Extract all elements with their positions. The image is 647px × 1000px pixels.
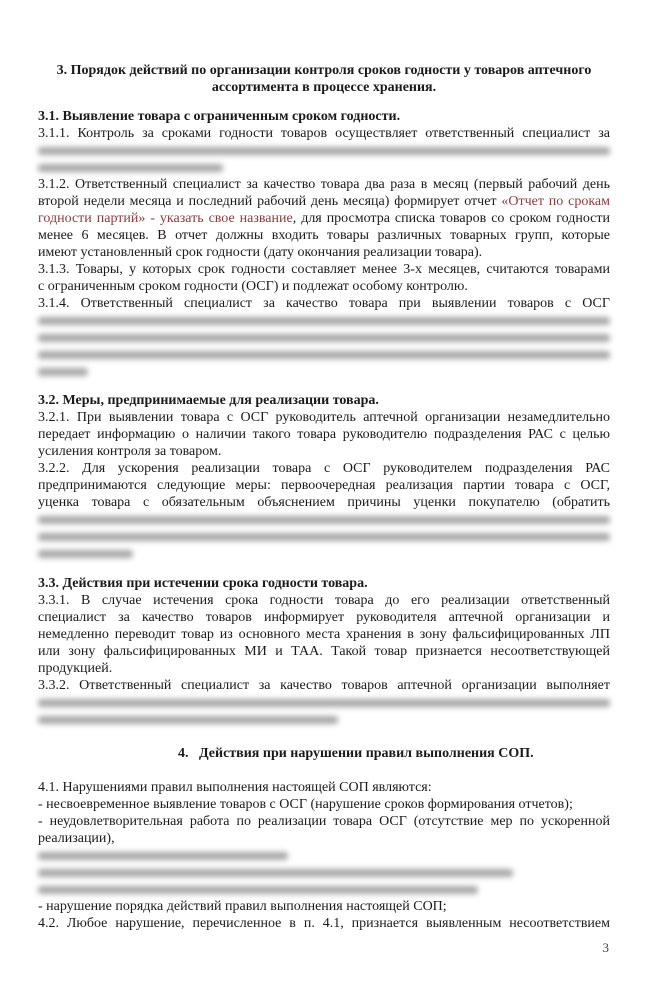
blurred-line — [38, 159, 610, 176]
blurred-line — [38, 346, 610, 363]
para-4-1: 4.1. Нарушениями правил выполнения настоящей СОП являются: — [38, 780, 432, 795]
report-name-highlight: «Отчет по срокам — [501, 194, 610, 209]
para-3-1-2-line: имеют установленный срок годности (дату окончания реализации товара). — [38, 245, 483, 260]
blurred-line — [38, 864, 610, 881]
blurred-line — [38, 528, 610, 545]
blurred-line — [38, 545, 610, 562]
heading-3-1: 3.1. Выявление товара с ограниченным сроком годности. — [38, 109, 401, 124]
para-3-1-1: 3.1.1. Контроль за сроками годности товаров осуществляет ответственный специалист за — [38, 126, 610, 141]
para-3-1-2-line — [38, 210, 610, 227]
para-3-2-1-line: передает информацию о наличии такого товара руководителю подразделения РАС с целью — [38, 427, 610, 442]
para-3-3-1-line: немедленно переводит товар из основного места хранения в зону фальсифицированных ЛП — [38, 627, 610, 642]
section-title: 3. Порядок действий по организации контроля сроков годности у товаров аптечного — [56, 63, 592, 78]
para-3-1-2: 3.1.2. Ответственный специалист за качество товара два раза в месяц (первый рабочий день — [38, 177, 610, 192]
list-item: - нарушение порядка действий правил выполнения настоящей СОП; — [38, 899, 447, 914]
para-3-2-1: 3.2.1. При выявлении товара с ОСГ руководитель аптечной организации незамедлительно — [38, 410, 610, 425]
para-3-3-1-line: или зону фальсифицированных МИ и ТАА. Такой товар признается несоответствующей — [38, 644, 610, 659]
blurred-line — [38, 312, 610, 329]
document-page — [38, 62, 610, 932]
para-3-2-2-line: предпринимаются следующие меры: первоочередная реализация партии товара с ОСГ, — [38, 478, 610, 493]
blurred-line — [38, 694, 610, 711]
para-3-2-2: 3.2.2. Для ускорения реализации товара с ОСГ руководителем подразделения РАС — [38, 461, 610, 476]
report-name-highlight: годности партий» - указать свое название — [38, 211, 293, 226]
para-3-1-3: 3.1.3. Товары, у которых срок годности составляет менее 3-х месяцев, считаются товарами — [38, 262, 610, 277]
text: , для просмотра списка товаров со сроком годности — [292, 211, 610, 226]
heading-4: 4. Действия при нарушении правил выполнения СОП. — [178, 746, 534, 761]
blurred-line — [38, 511, 610, 528]
blurred-line — [38, 711, 610, 728]
para-3-3-1-line: специалист за качество товаров информирует руководителя аптечной организации и — [38, 610, 610, 625]
para-3-1-2-line — [38, 193, 610, 210]
blurred-line — [38, 142, 610, 159]
para-3-3-2: 3.3.2. Ответственный специалист за качество товаров аптечной организации выполняет — [38, 678, 610, 693]
text: второй недели месяца и последний рабочий день месяца) формирует отчет — [38, 194, 502, 209]
para-3-2-1-line: усиления контроля за товаром. — [38, 444, 222, 459]
heading-3-2: 3.2. Меры, предпринимаемые для реализации товара. — [38, 393, 379, 408]
para-3-1-2-line: менее 6 месяцев. В отчет должны входить товары различных товарных групп, которые — [38, 228, 610, 243]
para-3-1-3-line: с ограниченным сроком годности (ОСГ) и подлежат особому контролю. — [38, 279, 468, 294]
blurred-line — [38, 329, 610, 346]
blurred-line — [38, 363, 610, 380]
blurred-line — [38, 847, 610, 864]
list-item-cont: реализации), — [38, 831, 115, 846]
para-3-2-2-line: уценка товара с обязательным объяснением причины уценки покупателю (обратить — [38, 495, 610, 510]
page-number: 3 — [602, 940, 609, 955]
para-3-3-1-line: продукцией. — [38, 661, 113, 676]
heading-3-3: 3.3. Действия при истечении срока годности товара. — [38, 576, 368, 591]
section-title-cont: ассортимента в процессе хранения. — [211, 80, 437, 95]
para-3-1-4: 3.1.4. Ответственный специалист за качество товара при выявлении товаров с ОСГ — [38, 296, 610, 311]
para-4-2: 4.2. Любое нарушение, перечисленное в п. 4.1, признается выявленным несоответствием — [38, 916, 610, 931]
para-3-3-1: 3.3.1. В случае истечения срока годности товара до его реализации ответственный — [38, 593, 610, 608]
list-item: - несвоевременное выявление товаров с ОСГ (нарушение сроков формирования отчетов); — [38, 797, 573, 812]
blurred-line — [38, 881, 610, 898]
list-item: - неудовлетворительная работа по реализации товара ОСГ (отсутствие мер по ускоренной — [38, 814, 610, 829]
